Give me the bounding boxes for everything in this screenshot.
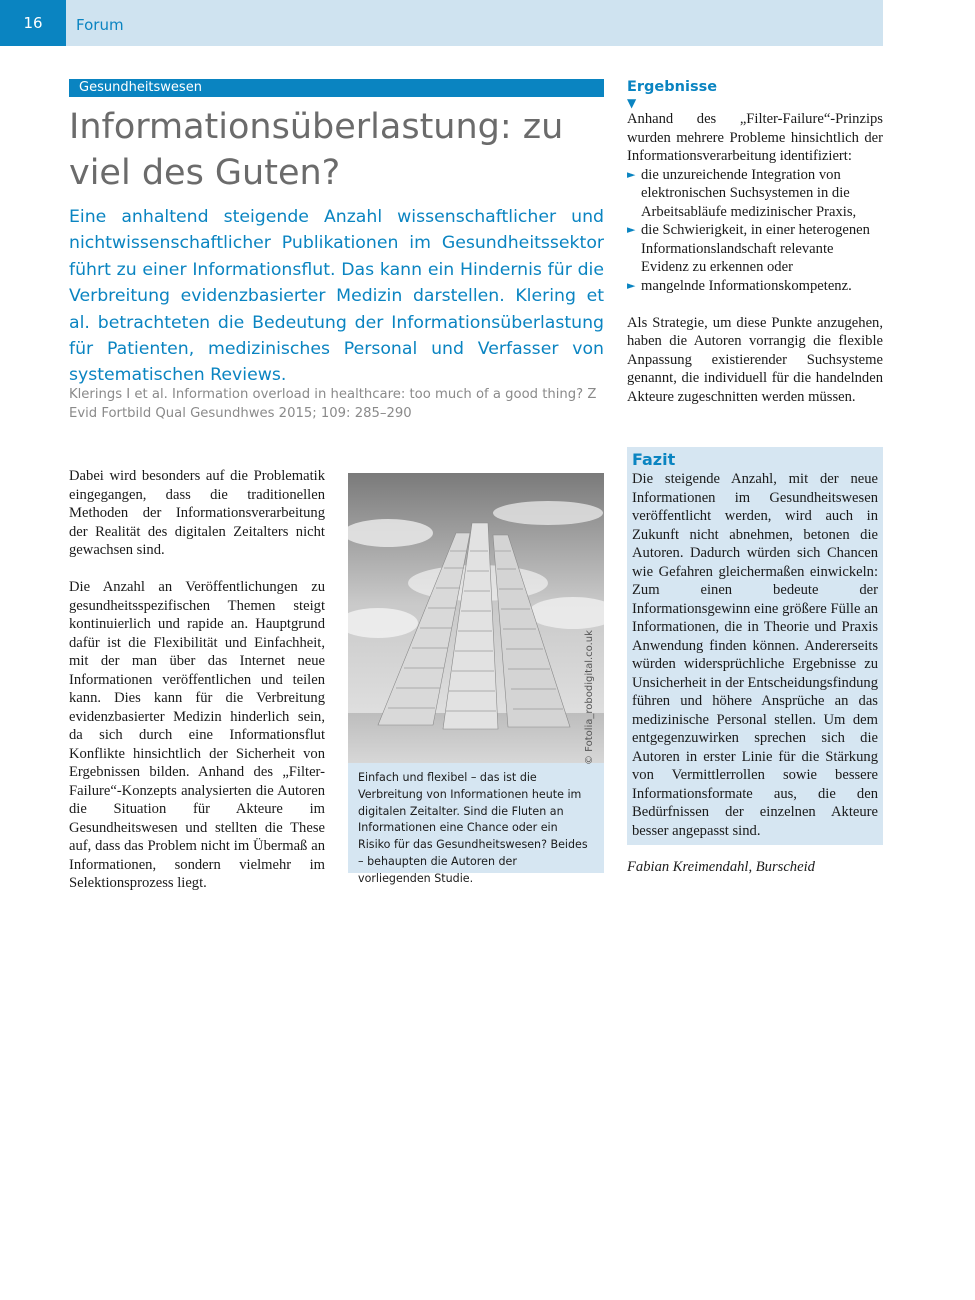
bullet-arrow-icon: ►	[627, 223, 636, 236]
category-bar	[69, 79, 604, 97]
category-label: Gesundheitswesen	[79, 80, 202, 95]
header-bar	[0, 0, 883, 46]
article-lead: Eine anhaltend steigende Anzahl wissenschaftlicher und nichtwissenschaftlicher Publikationen im Gesundheitssektor führt zu einer Informationsflut. Das kann ein Hindernis für die Verbreitung evidenzbasierter Medizin darstellen. Klering et al. betrachteten die Bedeutung der Informationsüberlastung für Patienten, medizinisches Personal und Verfasser von systematischen Reviews.	[69, 207, 604, 386]
list-item-text: die Schwierigkeit, in einer heterogenen Informationslandschaft relevante Evidenz zu erkennen oder	[641, 222, 870, 275]
list-item	[627, 166, 883, 222]
body-column	[69, 467, 325, 893]
section-label: Forum	[76, 16, 124, 34]
figure-caption: Einfach und flexibel – das ist die Verbreitung von Informationen heute im digitalen Zeitalter. Sind die Fluten an Informationen eine Chance oder ein Risiko für das Gesundheitswesen? Beides – behaupten die Autoren der vorliegenden Studie.	[358, 771, 588, 885]
triangle-down-icon: ▼	[627, 96, 637, 110]
list-item-text: die unzureichende Integration von elektronischen Suchsystemen in die Arbeitsabläufe medizinischer Praxis,	[641, 166, 857, 220]
list-item	[627, 221, 883, 277]
results-strategy: Als Strategie, um diese Punkte anzugehen, haben die Autoren vorrangig die flexible Anpassung existierender Suchsysteme genannt, die individuell für die handelnden Akteure zugeschnitten werden müssen.	[627, 314, 883, 405]
page-number: 16	[0, 0, 66, 46]
list-item-text: mangelnde Informationskompetenz.	[641, 277, 852, 294]
photo-credit: © Fotolia_robodigital.co.uk	[584, 630, 595, 765]
body-paragraph: Dabei wird besonders auf die Problematik eingegangen, dass die traditionellen Methoden der Informationsverarbeitung der Realität des digitalen Zeitalters nicht gewachsen sind.	[69, 468, 325, 558]
fazit-heading: Fazit	[632, 450, 676, 469]
author-line: Fabian Kreimendahl, Burscheid	[627, 859, 815, 875]
body-paragraph: Die Anzahl an Veröffentlichungen zu gesundheitsspezifischen Themen steigt kontinuierlich und rapide an. Hauptgrund dafür ist die Flexibilität und Einfachheit, mit der man über das Internet neue Informationen veröffentlichen und teilen kann. Dies kann für die Verbreitung evidenzbasierter Medizin hinderlich sein, da sich durch eine Informationsflut Konflikte hinsichtlich der Sicherheit von Ergebnissen bilden. Anhand des „Filter-Failure“-Konzepts analysierten die Autoren die Situation für Akteure im Gesundheitswesen und stellten die These auf, dass das Problem nicht im Übermaß an Informationen, sondern vielmehr im Selektionsprozess liegt.	[69, 579, 325, 891]
results-intro: Anhand des „Filter-Failure“-Prinzips wurden mehrere Probleme hinsichtlich der Informationsverarbeitung identifiziert:	[627, 111, 883, 164]
caption-box	[348, 763, 604, 885]
fazit-text: Die steigende Anzahl, mit der neue Informationen im Gesundheitswesen veröffentlicht werden, wird auch in Zukunft nicht abnehmen, betonen die Autoren. Dadurch würden sich Chancen wie Gefahren gleichermaßen einwickeln: Zum einen bedeute der Informationsgewinn eine größere Fülle an Informationen, die in Theorie und Praxis Anwendung finden können. Andererseits würden widersprüchliche Ergebnisse zu Unsicherheit in der Entscheidungsfindung führen und höhere Ansprüche an das medizinische Personal stellen. Um dem entgegenzuwirken sprechen sich die Autoren in erster Linie für die Stärkung von Vermittlerrollen sowie bessere Informationsformate aus, die den Bedürfnissen der einzelnen Akteure besser angepasst sind.	[632, 471, 879, 839]
paper-stacks-photo	[348, 473, 604, 763]
bullet-arrow-icon: ►	[627, 278, 636, 292]
list-item	[627, 277, 883, 296]
figure	[348, 473, 604, 885]
bullet-arrow-icon: ►	[627, 167, 636, 181]
article-title: Informationsüberlastung: zu viel des Guten?	[69, 107, 564, 193]
results-section	[627, 78, 883, 406]
results-list	[627, 166, 883, 296]
results-heading: Ergebnisse	[627, 79, 718, 95]
fazit-box	[627, 447, 883, 845]
article-citation: Klerings I et al. Information overload in healthcare: too much of a good thing? Z Evid Fortbild Qual Gesundhwes 2015; 109: 285–290	[69, 387, 597, 421]
